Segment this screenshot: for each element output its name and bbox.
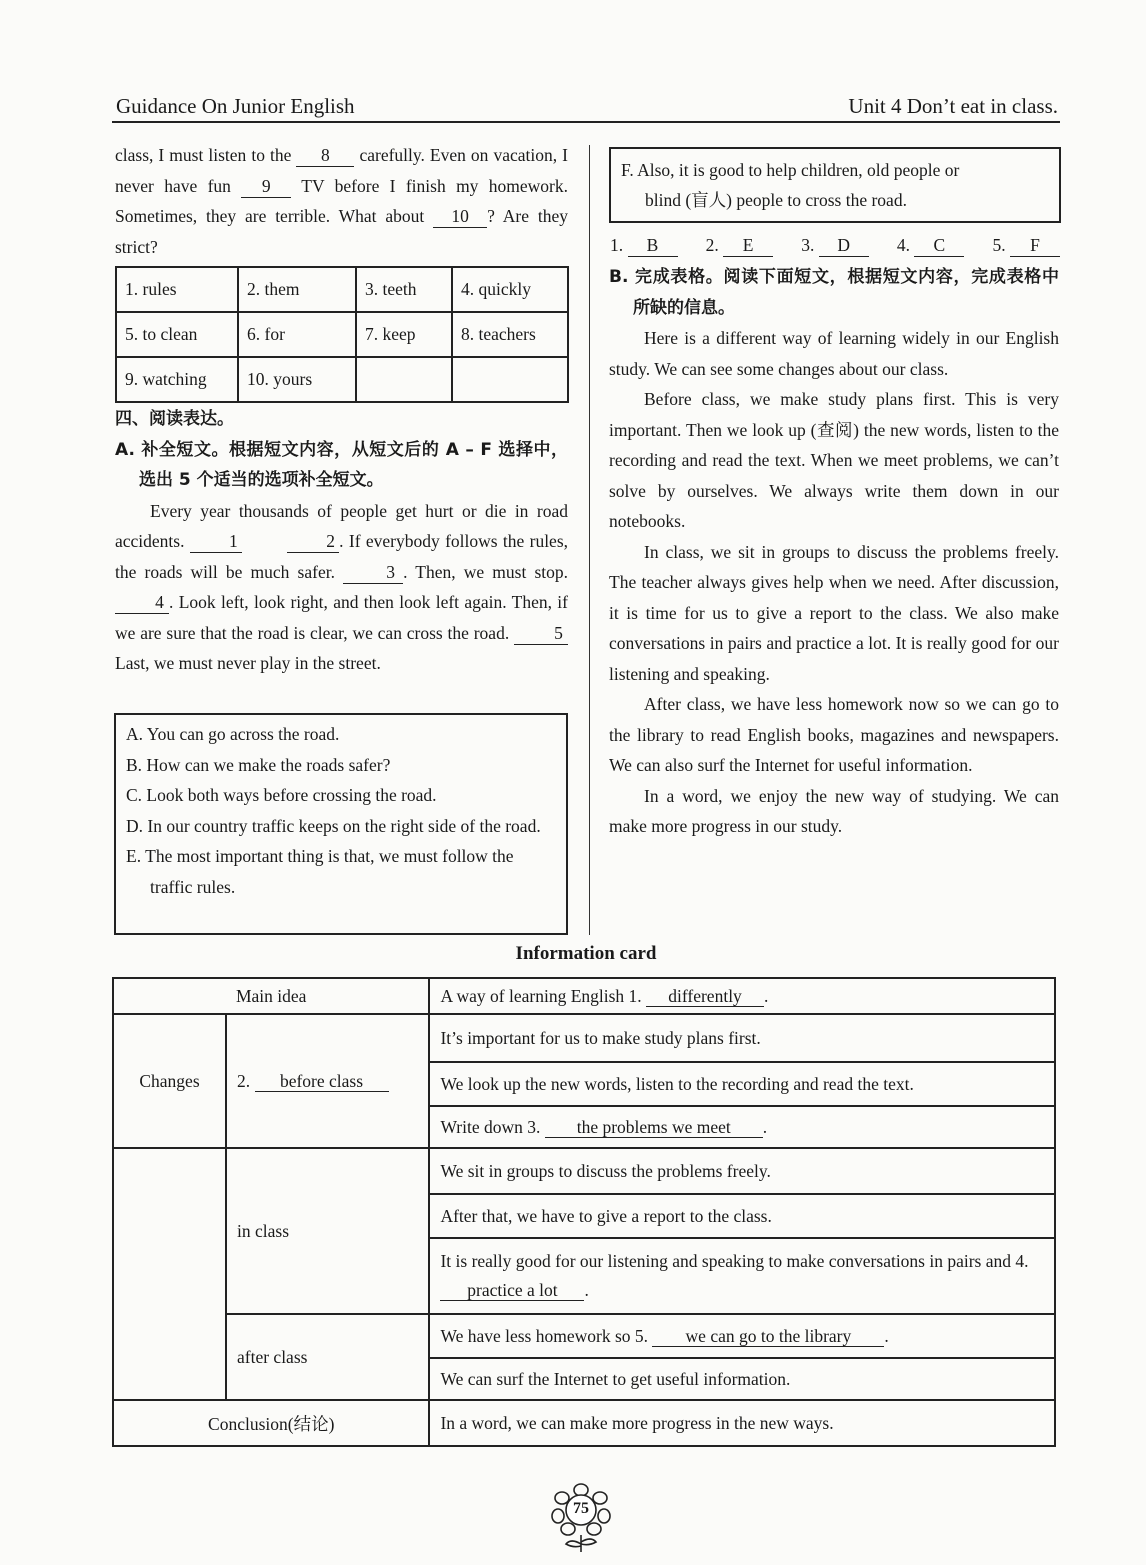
card-row-write: Write down 3. the problems we meet . xyxy=(429,1106,1055,1148)
grid-cell: 9. watching xyxy=(116,357,238,402)
card-row-speaking: It is really good for our listening and speaking to make conversations in pairs and 4. practice a lot . xyxy=(429,1238,1055,1314)
conclusion-label: Conclusion(结论) xyxy=(113,1400,429,1446)
card-row-lookup: We look up the new words, listen to the recording and read the text. xyxy=(429,1062,1055,1106)
grid-cell: 4. quickly xyxy=(452,267,568,312)
answer-item: 2. E xyxy=(706,230,774,261)
answer-blank-10: 10 xyxy=(433,205,487,228)
table-row xyxy=(116,267,568,312)
passage-b-paragraph: After class, we have less homework now so we can go to the library to read English books, magazines and newspapers. We can also surf the Internet for useful information. xyxy=(609,694,1059,775)
passage-blank-3: 3 xyxy=(343,561,403,584)
answer-item: 3. D xyxy=(801,230,869,261)
grid-cell: 2. them xyxy=(238,267,356,312)
card-answer-1: differently xyxy=(646,986,764,1007)
header-unit-title: Unit 4 Don’t eat in class. xyxy=(848,94,1058,118)
table-row xyxy=(113,1400,1055,1446)
card-answer-3: the problems we meet xyxy=(545,1117,763,1138)
options-box xyxy=(114,713,568,935)
page-number-flower xyxy=(546,1482,616,1554)
grid-cell: 8. teachers xyxy=(452,312,568,357)
table-row xyxy=(113,1148,1055,1194)
empty-label-cell xyxy=(113,1148,226,1400)
answer-item: 4. C xyxy=(897,230,965,261)
answer-blank-8: 8 xyxy=(296,144,354,167)
answers-row xyxy=(610,230,1060,261)
option-c: C. Look both ways before crossing the road. xyxy=(126,785,437,805)
main-idea-label: Main idea xyxy=(113,978,429,1014)
header-rule xyxy=(112,121,1060,123)
card-answer-2: before class xyxy=(255,1071,389,1092)
grid-cell: 10. yours xyxy=(238,357,356,402)
card-answer-4: practice a lot xyxy=(440,1280,584,1301)
table-row xyxy=(116,357,568,402)
header-book-title: Guidance On Junior English xyxy=(116,94,355,118)
in-class-label: in class xyxy=(226,1148,429,1314)
card-title: Information card xyxy=(515,943,657,964)
card-row-report: After that, we have to give a report to the class. xyxy=(429,1194,1055,1238)
passage-b-paragraph: In a word, we enjoy the new way of studying. We can make more progress in our study. xyxy=(609,785,1059,836)
passage-blank-4: 4 xyxy=(115,591,169,614)
grid-cell xyxy=(356,357,452,402)
section-b-title: B. 完成表格。阅读下面短文，根据短文内容，完成表格中所缺的信息。 xyxy=(609,267,1059,318)
table-row xyxy=(113,978,1055,1014)
card-row-plans: It’s important for us to make study plans first. xyxy=(429,1014,1055,1062)
grid-cell: 1. rules xyxy=(116,267,238,312)
section-a-title: A. 补全短文。根据短文内容，从短文后的 A – F 选择中，选出 5 个适当的选项补全短文。 xyxy=(115,439,568,490)
option-f-box xyxy=(609,147,1061,223)
section-4-title: 四、阅读表达。 xyxy=(115,409,234,429)
table-row xyxy=(116,312,568,357)
answer-blank-9: 9 xyxy=(241,175,291,198)
table-row xyxy=(113,1314,1055,1358)
cloze-paragraph: class, I must listen to the 8 carefully. Even on vacation, I never have fun 9 TV before I finish my homework. Sometimes, they are terrible. What about 10 ? Are they strict? xyxy=(115,145,568,257)
grid-cell: 7. keep xyxy=(356,312,452,357)
before-class-cell: 2. before class xyxy=(226,1014,429,1148)
option-e: E. The most important thing is that, we must follow the traffic rules. xyxy=(126,846,514,897)
conclusion-text: In a word, we can make more progress in the new ways. xyxy=(429,1400,1055,1446)
grid-cell: 6. for xyxy=(238,312,356,357)
passage-blank-5: 5 xyxy=(514,622,568,645)
passage-b-paragraph: Before class, we make study plans first. This is very important. Then we look up (查阅) the new words, listen to the recording and read the text. When we meet problems, we can’t solve by ourselves. We always write them down in our notebooks. xyxy=(609,389,1059,531)
reading-section xyxy=(115,404,568,679)
grid-cell: 5. to clean xyxy=(116,312,238,357)
passage-b-paragraph: Here is a different way of learning widely in our English study. We can see some changes about our class. xyxy=(609,328,1059,379)
passage-a: Every year thousands of people get hurt or die in road accidents. 1 2 . If everybody follows the rules, the roads will be much safer. 3 . Then, we must stop. 4 . Look left, look right, and then look left again. Then, if we are sure that the road is clear, we can cross the road. 5 Last, we must never play in the street. xyxy=(115,500,569,673)
option-b: B. How can we make the roads safer? xyxy=(126,754,391,775)
section-b xyxy=(609,262,1059,842)
passage-blank-1: 1 xyxy=(190,530,242,553)
information-card xyxy=(112,977,1056,1447)
main-idea-cell: A way of learning English 1. differently . xyxy=(429,978,1055,1014)
answer-item: 5. F xyxy=(993,230,1061,261)
left-column xyxy=(115,140,568,262)
flower-icon xyxy=(546,1482,616,1554)
answer-item: 1. B xyxy=(610,230,678,261)
card-row-homework: We have less homework so 5. we can go to the library . xyxy=(429,1314,1055,1358)
option-d: D. In our country traffic keeps on the right side of the road. xyxy=(126,815,541,836)
option-a: A. You can go across the road. xyxy=(126,724,340,744)
passage-blank-2: 2 xyxy=(287,530,339,553)
option-f-line1: F. Also, it is good to help children, old people or xyxy=(621,160,960,180)
grid-cell: 3. teeth xyxy=(356,267,452,312)
card-row-internet: We can surf the Internet to get useful information. xyxy=(429,1358,1055,1400)
answer-grid xyxy=(115,266,569,403)
table-row xyxy=(113,1014,1055,1062)
changes-label: Changes xyxy=(113,1014,226,1148)
page-number: 75 xyxy=(573,1500,589,1517)
card-answer-5: we can go to the library xyxy=(652,1326,884,1347)
option-f-line2: blind (盲人) people to cross the road. xyxy=(645,190,907,210)
passage-b-paragraph: In class, we sit in groups to discuss the problems freely. The teacher always gives help when we need. After discussion, it is time for us to give a report to the class. We also make conversations in pairs and practice a lot. It is really good for our listening and speaking. xyxy=(609,541,1059,684)
after-class-label: after class xyxy=(226,1314,429,1400)
grid-cell xyxy=(452,357,568,402)
card-row-groups: We sit in groups to discuss the problems freely. xyxy=(429,1148,1055,1194)
column-divider xyxy=(589,145,590,935)
